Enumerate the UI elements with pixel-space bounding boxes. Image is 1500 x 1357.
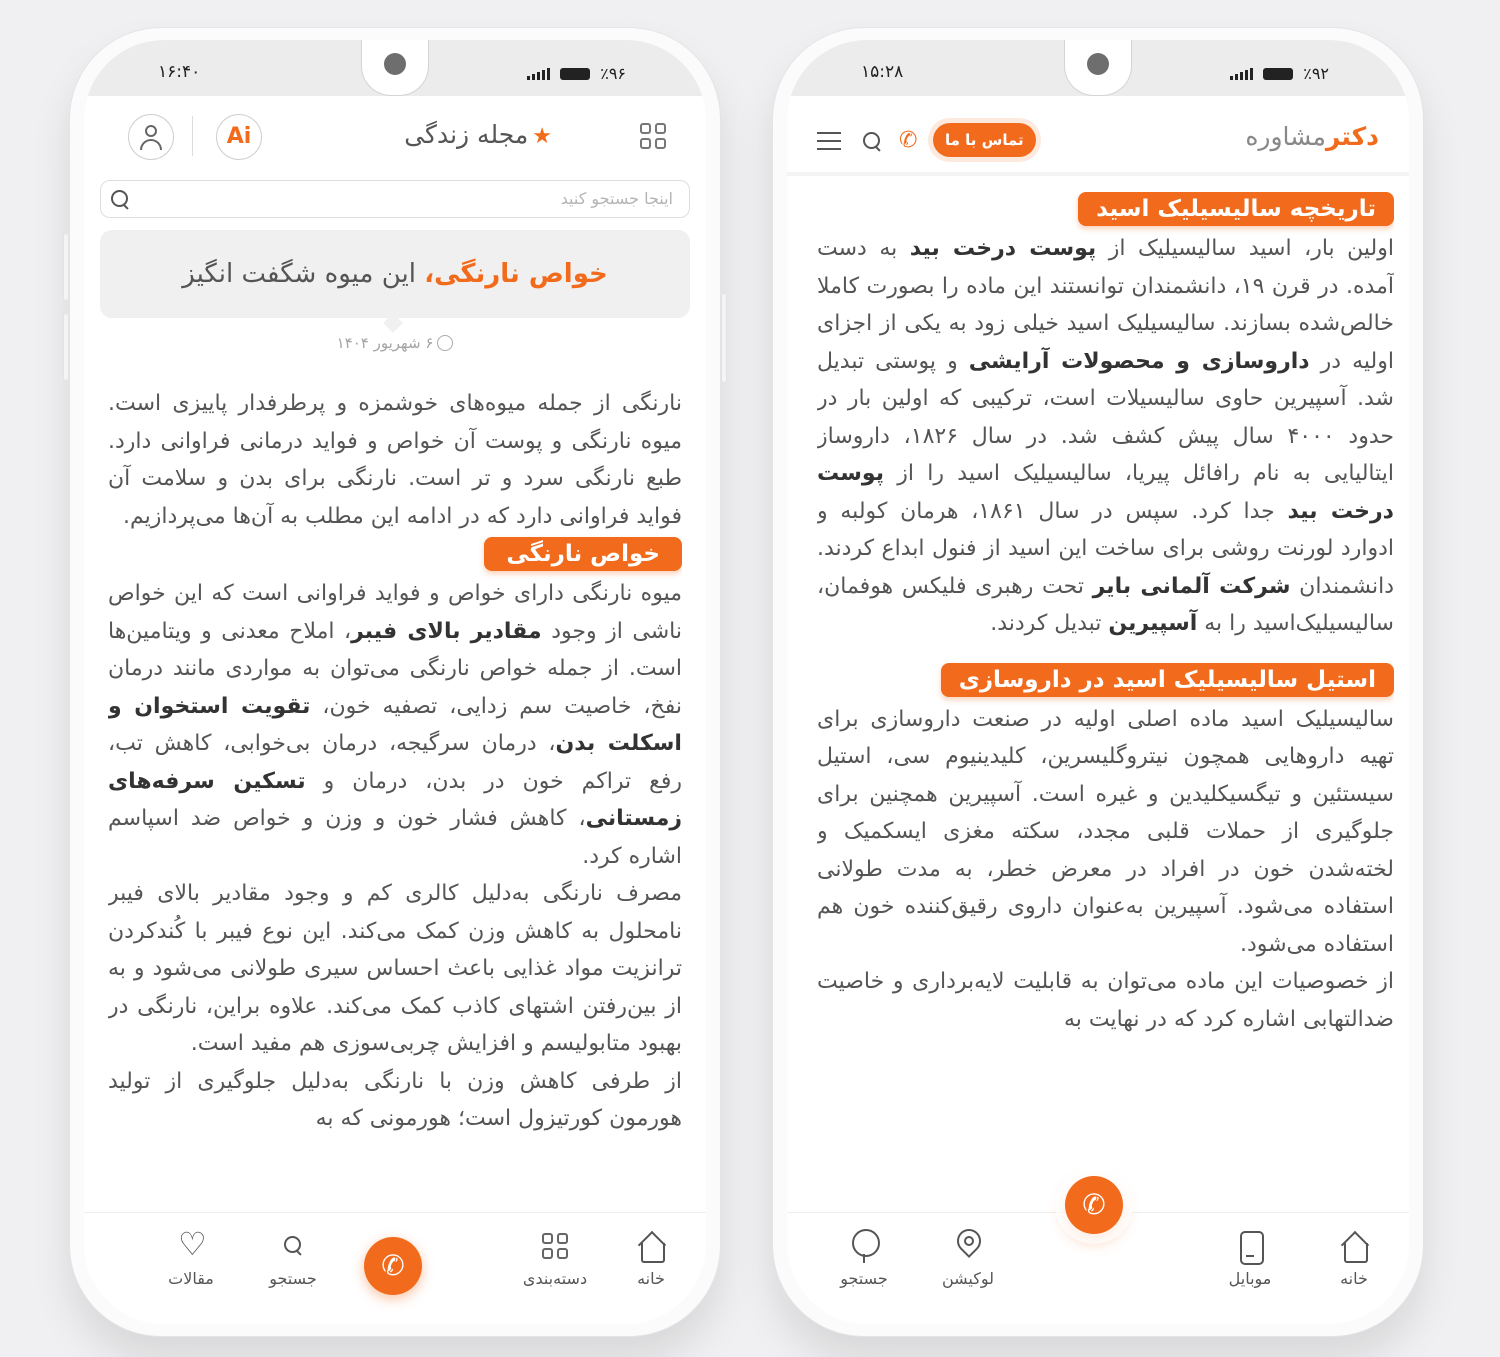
paragraph [817, 230, 1394, 643]
article-title-card [100, 230, 690, 318]
nav-categories[interactable] [500, 1229, 610, 1288]
nav-categories-label[interactable]: دسته‌بندی [522, 1269, 588, 1288]
signal-icon [527, 68, 550, 80]
phone-frame-right [772, 27, 1424, 1337]
search-icon[interactable] [276, 1229, 310, 1263]
volume-button [63, 233, 69, 301]
paragraph: مصرف نارنگی به‌دلیل کالری کم و وجود مقادیر بالای فیبر نامحلول به کاهش وزن کمک می‌کند. این نوع فیبر با کُندکردن ترانزیت مواد غذایی باعث احساس سیری طولانی می‌شود و به از بین‌رفتن اشتهای کاذب کمک می‌کند. علاوه براین، نارنگی در بهبود متابولیسم و افزایش چربی‌سوزی هم مفید است. [108, 881, 682, 1056]
status-time: ۱۶:۴۰ [158, 62, 201, 82]
battery-percent: ٪۹۲ [1303, 64, 1329, 83]
star-icon: ★ [532, 124, 552, 149]
search-icon[interactable] [863, 132, 881, 150]
battery-icon [1263, 68, 1293, 80]
search-placeholder[interactable]: اینجا جستجو کنید [560, 189, 673, 208]
phone-icon[interactable]: ✆ [1082, 1188, 1106, 1221]
clock-icon [437, 335, 453, 351]
nav-mobile-label[interactable]: موبایل [1228, 1269, 1272, 1288]
nav-home-label[interactable]: خانه [1340, 1269, 1368, 1288]
nav-search-label[interactable]: جستجو [269, 1269, 317, 1288]
article-date-text: ۶ شهریور ۱۴۰۴ [336, 334, 434, 352]
text: تحت رهبری فلیکس هوفمان، سالیسیلیک‌اسید را به [817, 573, 1394, 636]
phone-icon[interactable]: ✆ [899, 128, 918, 153]
user-icon[interactable] [128, 114, 174, 160]
search-bar[interactable] [100, 180, 690, 218]
notch [1064, 40, 1132, 96]
screen [84, 40, 706, 1324]
bold-text: تقویت استخوان و اسکلت بدن [108, 693, 682, 756]
menu-icon[interactable] [817, 132, 841, 156]
nav-search[interactable] [238, 1229, 348, 1288]
app-title [404, 120, 552, 149]
screen [787, 40, 1409, 1324]
status-bar [84, 40, 706, 96]
article-date [84, 334, 706, 352]
location-pin-icon[interactable] [951, 1229, 985, 1263]
power-button [721, 293, 727, 383]
notch [361, 40, 429, 96]
brand-logo[interactable] [1245, 122, 1379, 151]
text: ، کاهش فشار خون و وزن و خواص ضد اسپاسم اشاره کرد. [108, 806, 682, 869]
nav-articles-label[interactable]: مقالات [168, 1269, 214, 1288]
contact-us-button[interactable]: تماس با ما [933, 123, 1036, 157]
volume-button [63, 313, 69, 381]
status-bar [787, 40, 1409, 96]
bold-text: پوست درخت بید [817, 461, 1394, 524]
status-indicators [1230, 64, 1329, 83]
article-body [108, 385, 682, 1215]
heart-icon[interactable] [174, 1229, 208, 1263]
search-icon[interactable] [111, 190, 129, 208]
app-header [787, 96, 1409, 176]
nav-home[interactable] [1299, 1229, 1409, 1288]
brand-rest: مشاوره [1245, 122, 1326, 151]
grid-icon[interactable] [640, 123, 666, 149]
nav-mobile[interactable] [1195, 1229, 1305, 1288]
paragraph: سالیسیلیک اسید ماده اصلی اولیه در صنعت داروسازی برای تهیه داروهایی همچون نیتروگلیسرین، کلیدینیوم سی، استیل سیستئین و تیگسیکلیدین و غیره است. آسپیرین همچنین برای جلوگیری از حملات قلبی مجدد، سکته مغزی ایسکمیک و لخته‌شدن خون در افراد در معرض خطر، به مدت طولانی استفاده می‌شود. آسپیرین به‌عنوان داروی رقیق‌کننده خون هم استفاده می‌شود. [817, 706, 1394, 957]
section [817, 663, 1394, 701]
status-indicators [527, 64, 626, 83]
camera-icon [1087, 53, 1109, 75]
call-button[interactable] [364, 1237, 422, 1295]
article-title-highlight: خواص نارنگی، [424, 259, 608, 289]
home-icon[interactable] [634, 1229, 668, 1263]
text: میوه نارنگی دارای خواص و فواید فراوانی است که این خواص ناشی از وجود [108, 581, 682, 644]
section-heading: خواص نارنگی [484, 537, 682, 571]
section-heading: تاریخچه سالیسیلیک اسید [1078, 192, 1394, 226]
text: تبدیل کردند. [990, 611, 1109, 636]
bold-text: داروسازی و محصولات آرایشی [968, 348, 1310, 374]
phone-icon[interactable]: ✆ [381, 1249, 405, 1282]
app-title-text: مجله زندگی [404, 120, 529, 149]
paragraph: نارنگی از جمله میوه‌های خوشمزه و پرطرفدار پاییزی است. میوه نارنگی و پوست آن خواص و فواید درمانی فراوانی دارد. طبع نارنگی سرد و تر است. نارنگی برای بدن و سلامت آن فواید فراوانی دارد که در ادامه این مطلب به آن‌ها می‌پردازیم. [108, 391, 682, 529]
chat-bubble-icon[interactable] [847, 1229, 881, 1263]
signal-icon [1230, 68, 1253, 80]
brand-accent: دکتر [1325, 122, 1379, 151]
text: ، املاح معدنی و ویتامین‌ها است. از جمله خواص نارنگی می‌توان به مواردی مانند درمان نفخ، خاصیت سم زدایی، تصفیه خون، [108, 618, 682, 719]
bold-text: مقادیر بالای فیبر [351, 618, 542, 644]
article-title-rest: این میوه شگفت انگیز [182, 259, 425, 289]
paragraph: از طرفی کاهش وزن با نارنگی به‌دلیل جلوگیری از تولید هورمون کورتیزول است؛ هورمونی که به [108, 1068, 682, 1131]
call-button[interactable] [1065, 1176, 1123, 1234]
grid-icon[interactable] [538, 1229, 572, 1263]
text: اولین بار، اسید سالیسیلیک از [1096, 236, 1394, 261]
text: به دست آمده. در قرن ۱۹، دانشمندان توانستند این ماده را بصورت کاملا خالص‌شده بسازند. سالیسیلیک اسید خیلی زود به یکی از اجزای اولیه در [817, 236, 1394, 374]
nav-search-label[interactable]: جستجو [840, 1269, 888, 1288]
camera-icon [384, 53, 406, 75]
battery-icon [560, 68, 590, 80]
bold-text: آسپیرین [1108, 611, 1198, 636]
nav-home-label[interactable]: خانه [637, 1269, 665, 1288]
article-body [817, 192, 1394, 1192]
home-icon[interactable] [1337, 1229, 1371, 1263]
ai-button[interactable]: Ai [216, 114, 262, 160]
bold-text: پوست درخت بید [909, 236, 1097, 261]
paragraph: از خصوصیات این ماده می‌توان به قابلیت لایه‌برداری و خاصیت ضدالتهابی اشاره کرد که در نهایت به [817, 969, 1394, 1032]
text: و پوستی تبدیل شد. آسپیرین حاوی سالیسیلات است، ترکیبی که اولین بار در حدود ۴۰۰۰ سال پیش کشف شد. در سال ۱۸۲۶، داروساز ایتالیایی به نام رافائل پیریا، سالیسیلیک اسید را از [817, 348, 1394, 486]
text: جدا کرد. سپس در سال ۱۸۶۱، هرمان کولبه و ادوارد لورنت روشی برای ساخت این اسید از فنول ابداع کردند. دانشمندان [817, 498, 1394, 599]
mobile-icon[interactable] [1233, 1229, 1267, 1263]
bold-text: تسکین سرفه‌های زمستانی [108, 768, 682, 831]
nav-articles[interactable] [136, 1229, 246, 1288]
bold-text: شرکت آلمانی بایر [1092, 573, 1291, 599]
phone-frame-left [69, 27, 721, 1337]
bottom-nav [84, 1212, 706, 1324]
paragraph [108, 575, 682, 875]
text: ، درمان سرگیجه، درمان بی‌خوابی، کاهش تب، رفع تراکم خون در بدن، درمان و [108, 731, 682, 794]
nav-search[interactable] [809, 1229, 919, 1288]
nav-location-label[interactable]: لوکیشن [941, 1269, 995, 1288]
app-header [84, 96, 706, 178]
battery-percent: ٪۹۶ [600, 64, 626, 83]
status-time: ۱۵:۲۸ [861, 62, 904, 82]
nav-home[interactable] [596, 1229, 706, 1288]
nav-location[interactable] [913, 1229, 1023, 1288]
divider [192, 116, 193, 156]
section-heading: استیل سالیسیلیک اسید در داروسازی [941, 663, 1394, 697]
